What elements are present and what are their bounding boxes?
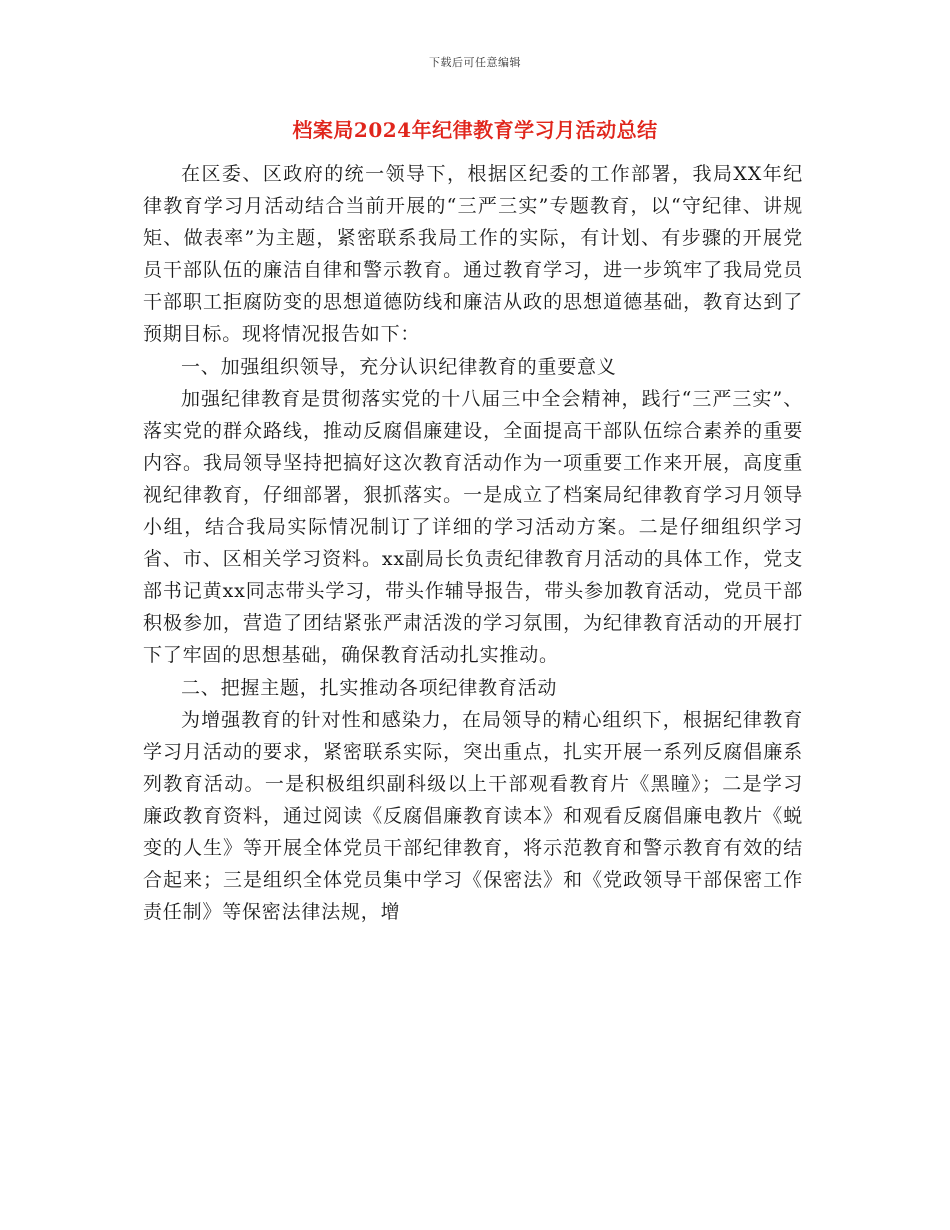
document-title: 档案局2024年纪律教育学习月活动总结	[292, 118, 658, 142]
section-heading-1: 一、加强组织领导，充分认识纪律教育的重要意义	[181, 355, 617, 378]
paragraph-section-2: 为增强教育的针对性和感染力，在局领导的精心组织下，根据纪律教育学习月活动的要求，紧密联系实际，突出重点，扎实开展一系列反腐倡廉系列教育活动。一是积极组织副科级以上干部观看教育片《黑瞳》；二是学习廉政教育资料，通过阅读《反腐倡廉教育读本》和观看反腐倡廉电教片《蜕变的人生》等开展全体党员干部纪律教育，将示范教育和警示教育有效的结合起来；三是组织全体党员集中学习《保密法》和《党政领导干部保密工作责任制》等保密法律法规，增	[143, 708, 803, 924]
paragraph-intro: 在区委、区政府的统一领导下，根据区纪委的工作部署，我局XX年纪律教育学习月活动结合当前开展的“三严三实”专题教育，以“守纪律、讲规矩、做表率”为主题，紧密联系我局工作的实际，有计划、有步骤的开展党员干部队伍的廉洁自律和警示教育。通过教育学习，进一步筑牢了我局党员干部职工拒腐防变的思想道德防线和廉洁从政的思想道德基础，教育达到了预期目标。现将情况报告如下：	[143, 163, 803, 346]
document-body	[143, 158, 803, 928]
section-heading-2: 二、把握主题，扎实推动各项纪律教育活动	[181, 676, 558, 699]
page-header-note: 下载后可任意编辑	[429, 56, 521, 69]
paragraph-section-1: 加强纪律教育是贯彻落实党的十八届三中全会精神，践行“三严三实”、落实党的群众路线，推动反腐倡廉建设，全面提高干部队伍综合素养的重要内容。我局领导坚持把搞好这次教育活动作为一项重要工作来开展，高度重视纪律教育，仔细部署，狠抓落实。一是成立了档案局纪律教育学习月领导小组，结合我局实际情况制订了详细的学习活动方案。二是仔细组织学习省、市、区相关学习资料。xx副局长负责纪律教育月活动的具体工作，党支部书记黄xx同志带头学习，带头作辅导报告，带头参加教育活动，党员干部积极参加，营造了团结紧张严肃活泼的学习氛围，为纪律教育活动的开展打下了牢固的思想基础，确保教育活动扎实推动。	[143, 387, 803, 667]
